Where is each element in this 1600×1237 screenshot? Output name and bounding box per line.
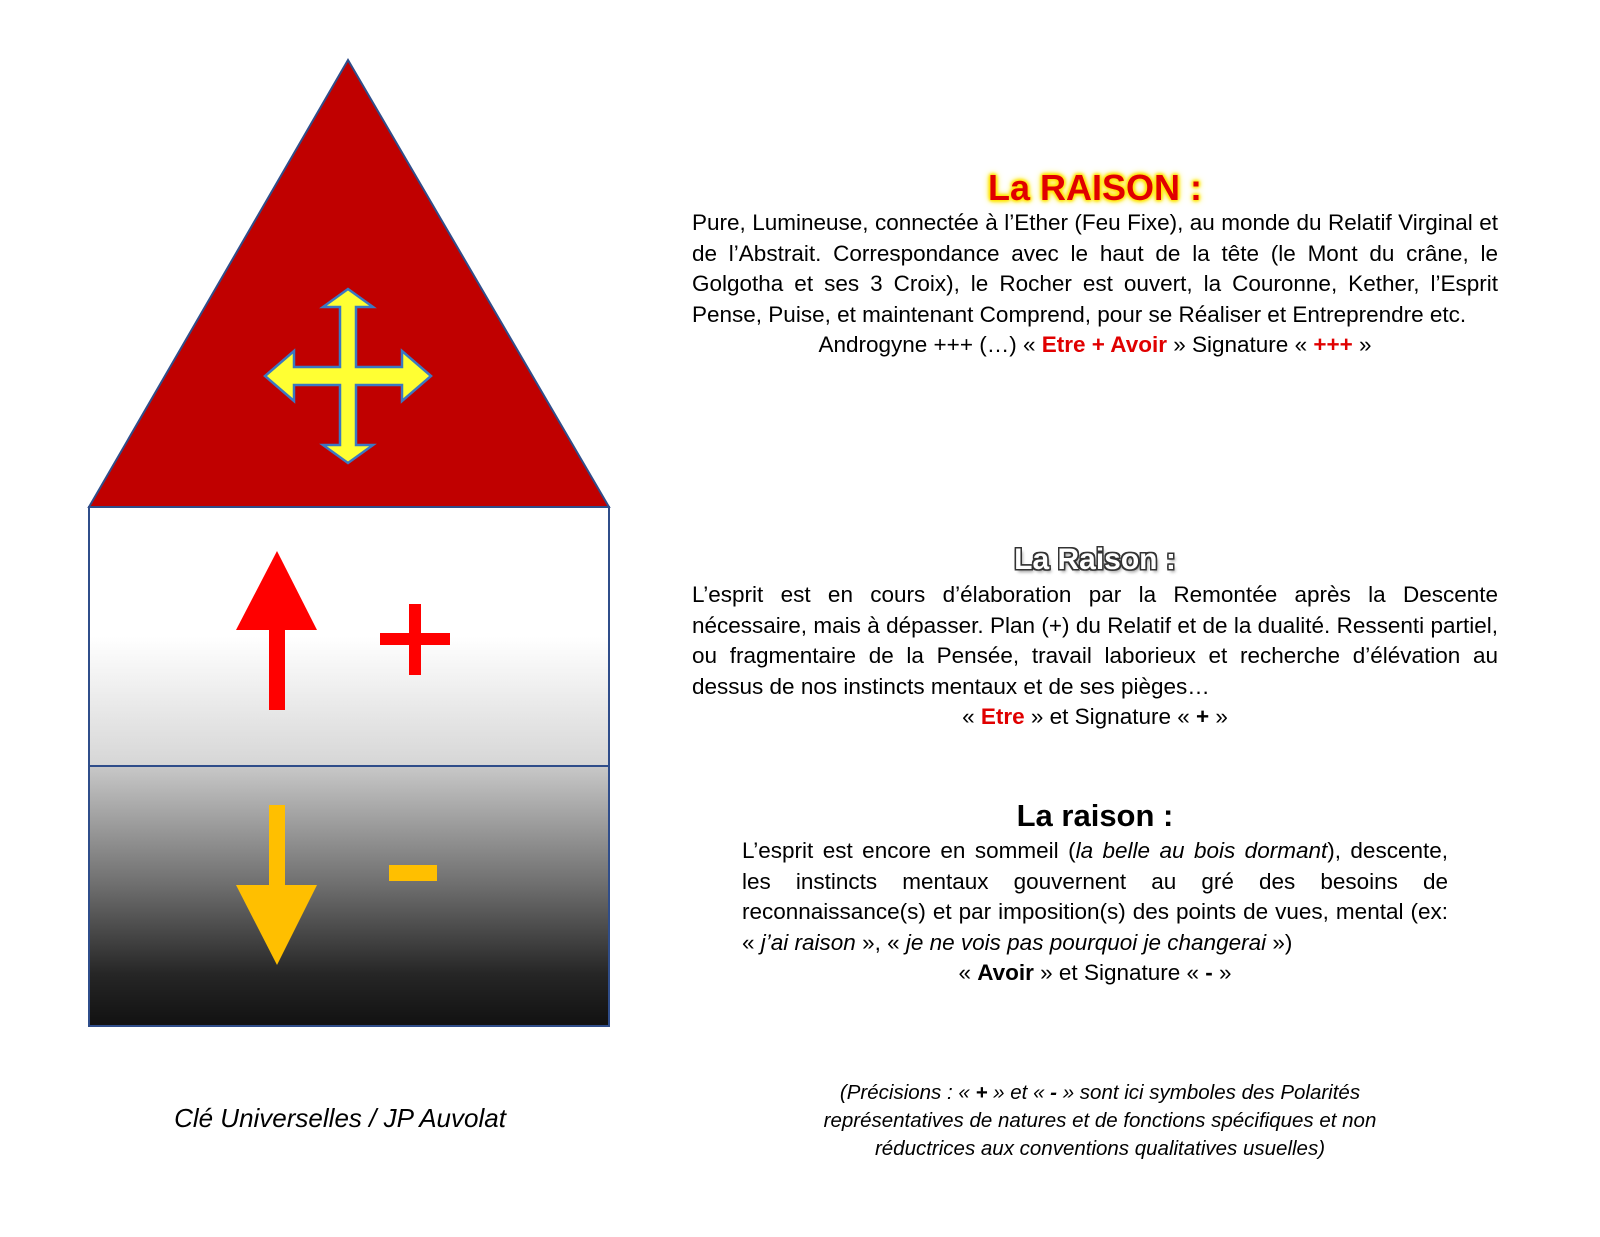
precision-note (800, 1079, 1400, 1163)
text-italic: la belle au bois dormant (1075, 838, 1328, 863)
section-raison-minus (742, 796, 1448, 989)
section-pure-raison (692, 168, 1498, 361)
sig-mid: » et Signature « (1024, 704, 1196, 729)
text-part: ), descente, les instincts mentaux gouvernent au gré des besoins de reconnaissance(s) et par imposition(s) des points de vues, mental (ex: « (742, 838, 1448, 955)
note-part: » sont ici symboles des Polarités représentatives de natures et de fonctions spécifiques et non réductrices aux conventions qualitatives usuelles) (823, 1081, 1377, 1160)
section-text (742, 836, 1448, 958)
raison-diagram (0, 0, 620, 1060)
sig-symbol: + (1196, 704, 1210, 729)
sig-key: Avoir (977, 960, 1034, 985)
sig-end: » (1352, 332, 1372, 357)
text-italic: je ne vois pas pourquoi je changerai (905, 929, 1267, 955)
heading-la-raison-caps: La RAISON : (987, 167, 1202, 208)
sig-end: » (1209, 704, 1228, 729)
sig-end: » (1212, 960, 1232, 985)
credit-text: Clé Universelles / JP Auvolat (174, 1103, 506, 1133)
note-plus: + (975, 1081, 988, 1104)
sig-key: Etre (980, 704, 1025, 729)
bottom-block (89, 766, 609, 1026)
sig-key: Etre + Avoir (1041, 332, 1167, 357)
text-italic: j’ai raison (760, 929, 856, 955)
note-part: » et « (987, 1081, 1051, 1104)
section-text: L’esprit est en cours d’élaboration par la Remontée après la Descente nécessaire, mais à dépasser. Plan (+) du Relatif et de la dualité. Ressenti partiel, ou fragmentaire de la Pensée, travail laborieux et recherche d’élévation au dessus de nos instincts mentaux et de ses pièges… (692, 582, 1498, 699)
text-part: ») (1266, 929, 1293, 955)
signature-line (742, 958, 1448, 989)
text-part: », « (855, 929, 906, 955)
sig-mid: » et Signature « (1033, 960, 1206, 985)
note-part: (Précisions : « (839, 1081, 976, 1104)
sig-prefix: « (962, 704, 981, 729)
sig-mid: » Signature « (1166, 332, 1314, 357)
middle-block (89, 507, 609, 766)
sig-prefix: Androgyne +++ (…) « (818, 332, 1042, 357)
section-text: Pure, Lumineuse, connectée à l’Ether (Feu Fixe), au monde du Relatif Virginal et de l’Abstrait. Correspondance avec le haut de la tête (le Mont du crâne, le Golgotha et ses 3 Croix), le Rocher est ouvert, la Couronne, Kether, l’Esprit Pense, Puise, et maintenant Comprend, pour se Réaliser et Entreprendre etc. (692, 210, 1498, 327)
text-part: L’esprit est encore en sommeil ( (742, 838, 1076, 863)
sig-prefix: « (958, 960, 978, 985)
sig-symbol: - (1205, 960, 1213, 985)
heading-la-raison-lower: La raison : (1016, 798, 1174, 833)
sig-symbol: +++ (1313, 332, 1353, 357)
note-minus: - (1050, 1081, 1057, 1104)
signature-line (692, 330, 1498, 361)
heading-la-raison-outline: La Raison : (1014, 543, 1176, 576)
minus-sign (389, 865, 437, 881)
section-raison-plus (692, 540, 1498, 733)
signature-line (692, 702, 1498, 733)
